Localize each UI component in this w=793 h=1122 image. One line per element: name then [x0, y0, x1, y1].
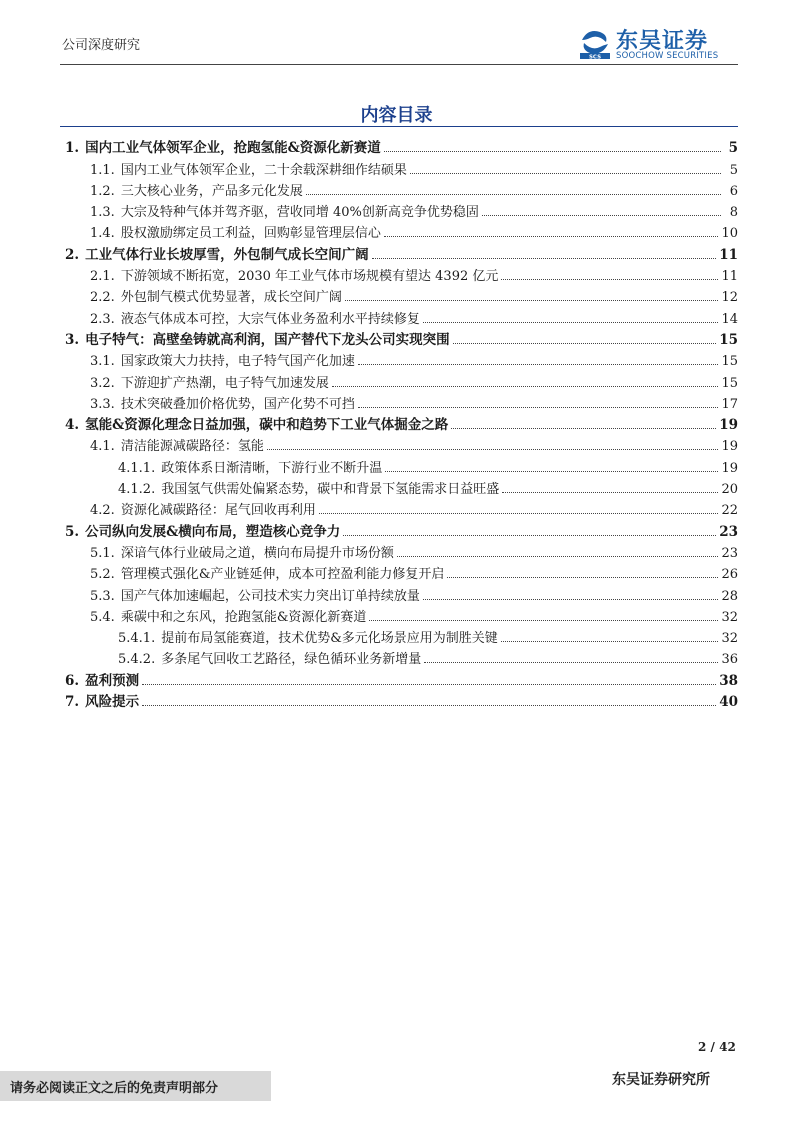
toc-entry-title: 风险提示 [85, 694, 140, 711]
toc-entry[interactable] [60, 369, 738, 390]
toc-dot-leader [384, 236, 719, 237]
toc-dot-leader [423, 322, 719, 323]
toc-dot-leader [267, 449, 719, 450]
toc-dot-leader [453, 343, 717, 344]
toc-dot-leader [397, 556, 719, 557]
toc-entry-number: 5.4.2. [118, 652, 156, 668]
toc-entry-number: 3.1. [90, 354, 115, 370]
toc-entry-number: 3.2. [90, 375, 115, 391]
toc-entry-number: 1.3. [90, 205, 115, 221]
toc-entry[interactable] [60, 263, 738, 284]
toc-entry-page: 32 [721, 609, 738, 625]
toc-entry[interactable] [60, 476, 738, 497]
toc-entry-page: 8 [729, 205, 738, 221]
toc-entry-title: 国家政策大力扶持，电子特气国产化加速 [120, 354, 355, 370]
toc-entry-page: 20 [721, 482, 738, 498]
institute-name: 东吴证券研究所 [612, 1072, 710, 1088]
header-section-label: 公司深度研究 [62, 38, 141, 53]
toc-dot-leader [385, 471, 718, 472]
toc-entry[interactable] [60, 540, 738, 561]
toc-entry[interactable] [60, 689, 738, 710]
toc-entry-page: 5 [729, 162, 738, 178]
toc-entry-page: 17 [721, 396, 738, 412]
toc-entry-title: 三大核心业务，产品多元化发展 [120, 183, 303, 199]
toc-dot-leader [482, 215, 721, 216]
toc-entry-page: 11 [719, 246, 738, 263]
toc-entry-number: 5.1. [90, 545, 115, 561]
toc-dot-leader [410, 173, 721, 174]
toc-dot-leader [345, 300, 719, 301]
toc-entry-number: 2. [65, 246, 80, 263]
toc-dot-leader [319, 513, 719, 514]
toc-entry-page: 6 [729, 183, 738, 199]
logo-chinese-name: 东吴证券 [616, 29, 709, 54]
toc-entry-title: 清洁能源减碳路径：氢能 [120, 439, 264, 455]
table-of-contents [60, 135, 738, 710]
disclaimer-text: 请务必阅读正文之后的免责声明部分 [10, 1081, 219, 1096]
toc-entry-title: 管理模式强化&产业链延伸，成本可控盈利能力修复开启 [120, 567, 445, 583]
toc-entry-page: 19 [721, 439, 738, 455]
toc-entry-number: 5.4. [90, 609, 115, 625]
toc-entry-title: 我国氢气供需处偏紧态势，碳中和背景下氢能需求日益旺盛 [161, 482, 500, 498]
toc-entry[interactable] [60, 327, 738, 348]
toc-entry-title: 下游迎扩产热潮，电子特气加速发展 [120, 375, 329, 391]
toc-entry[interactable] [60, 178, 738, 199]
toc-entry-page: 22 [721, 503, 738, 519]
toc-entry-title: 工业气体行业长坡厚雪，外包制气成长空间广阔 [85, 246, 369, 263]
toc-entry-page: 38 [719, 672, 738, 689]
toc-entry-number: 6. [65, 672, 80, 689]
toc-entry-number: 1.1. [90, 162, 115, 178]
toc-entry-number: 5.2. [90, 567, 115, 583]
toc-entry[interactable] [60, 454, 738, 475]
toc-title: 内容目录 [360, 105, 433, 126]
toc-entry-number: 5.3. [90, 588, 115, 604]
toc-entry-title: 多条尾气回收工艺路径，绿色循环业务新增量 [161, 652, 422, 668]
toc-dot-leader [372, 258, 717, 259]
toc-entry-title: 国内工业气体领军企业，抢跑氢能&资源化新赛道 [85, 140, 381, 157]
toc-entry-page: 26 [721, 567, 738, 583]
toc-entry-title: 公司纵向发展&横向布局，塑造核心竞争力 [85, 523, 341, 540]
toc-entry-number: 5.4.1. [118, 631, 156, 647]
toc-entry-page: 10 [721, 226, 738, 242]
toc-entry-title: 氢能&资源化理念日益加强，碳中和趋势下工业气体掘金之路 [85, 417, 449, 434]
toc-entry-title: 下游领域不断拓宽，2030 年工业气体市场规模有望达 4392 亿元 [120, 269, 499, 285]
toc-dot-leader [358, 364, 719, 365]
toc-entry-title: 电子特气：高壁垒铸就高利润，国产替代下龙头公司实现突围 [85, 331, 450, 348]
logo-english-name: SOOCHOW SECURITIES [616, 51, 719, 61]
toc-entry-title: 液态气体成本可控，大宗气体业务盈利水平持续修复 [120, 311, 420, 327]
toc-entry-page: 11 [721, 269, 738, 285]
toc-entry-title: 技术突破叠加价格优势，国产化势不可挡 [120, 396, 355, 412]
toc-dot-leader [384, 151, 721, 152]
toc-entry[interactable] [60, 646, 738, 667]
toc-entry-page: 12 [721, 290, 738, 306]
toc-entry-page: 40 [719, 694, 738, 711]
toc-entry[interactable] [60, 284, 738, 305]
toc-entry[interactable] [60, 241, 738, 262]
toc-entry[interactable] [60, 348, 738, 369]
toc-entry[interactable] [60, 391, 738, 412]
toc-dot-leader [369, 620, 718, 621]
toc-entry[interactable] [60, 518, 738, 539]
toc-dot-leader [501, 641, 719, 642]
toc-entry-page: 23 [719, 523, 738, 540]
toc-entry-title: 乘碳中和之东风，抢跑氢能&资源化新赛道 [120, 609, 367, 625]
toc-dot-leader [343, 535, 716, 536]
toc-entry-number: 4.1.1. [118, 460, 156, 476]
toc-entry-title: 国产气体加速崛起，公司技术实力突出订单持续放量 [120, 588, 420, 604]
toc-entry-title: 政策体系日渐清晰，下游行业不断升温 [161, 460, 383, 476]
toc-dot-leader [142, 684, 716, 685]
disclaimer-box [0, 1071, 271, 1101]
toc-entry-page: 5 [728, 140, 738, 157]
toc-entry[interactable] [60, 412, 738, 433]
toc-entry-page: 28 [721, 588, 738, 604]
toc-entry-page: 23 [721, 545, 738, 561]
toc-entry-page: 14 [721, 311, 738, 327]
brand-logo [578, 24, 738, 64]
toc-entry-number: 1.4. [90, 226, 115, 242]
toc-dot-leader [142, 705, 716, 706]
toc-entry-title: 外包制气模式优势显著，成长空间广阔 [120, 290, 342, 306]
toc-entry-page: 15 [721, 375, 738, 391]
toc-dot-leader [501, 279, 718, 280]
toc-dot-leader [306, 194, 721, 195]
toc-entry[interactable] [60, 135, 738, 156]
page-number: 2 / 42 [698, 1040, 736, 1054]
toc-entry-number: 2.2. [90, 290, 115, 306]
toc-dot-leader [423, 599, 719, 600]
toc-entry-number: 4.1.2. [118, 482, 156, 498]
toc-dot-leader [451, 428, 716, 429]
toc-entry-page: 15 [721, 354, 738, 370]
toc-entry-title: 股权激励绑定员工利益，回购彰显管理层信心 [120, 226, 381, 242]
toc-entry-title: 资源化减碳路径：尾气回收再利用 [120, 503, 316, 519]
logo-mark-text: SCS [588, 54, 602, 60]
toc-entry-page: 15 [719, 331, 738, 348]
toc-entry-number: 2.3. [90, 311, 115, 327]
toc-dot-leader [358, 407, 719, 408]
soochow-logo-icon [578, 26, 612, 60]
toc-entry-page: 32 [721, 631, 738, 647]
toc-entry[interactable] [60, 305, 738, 326]
toc-entry-number: 4. [65, 417, 80, 434]
toc-entry[interactable] [60, 561, 738, 582]
toc-entry-number: 2.1. [90, 269, 115, 285]
toc-entry[interactable] [60, 220, 738, 241]
toc-entry-title: 国内工业气体领军企业，二十余载深耕细作结硕果 [120, 162, 407, 178]
toc-entry[interactable] [60, 604, 738, 625]
toc-entry-title: 深谙气体行业破局之道，横向布局提升市场份额 [120, 545, 394, 561]
toc-title-divider [60, 126, 738, 127]
toc-dot-leader [424, 662, 718, 663]
toc-entry-number: 1. [65, 140, 80, 157]
toc-entry-title: 盈利预测 [85, 672, 140, 689]
header-divider [60, 64, 738, 65]
toc-entry[interactable] [60, 156, 738, 177]
toc-entry[interactable] [60, 667, 738, 688]
toc-entry-number: 1.2. [90, 183, 115, 199]
toc-entry-number: 5. [65, 523, 80, 540]
toc-entry-page: 19 [719, 417, 738, 434]
toc-entry[interactable] [60, 625, 738, 646]
toc-entry-page: 36 [721, 652, 738, 668]
toc-dot-leader [332, 386, 719, 387]
toc-entry-title: 大宗及特种气体并驾齐驱，营收同增 40%创新高竞争优势稳固 [120, 205, 479, 221]
toc-entry-number: 4.1. [90, 439, 115, 455]
toc-entry-title: 提前布局氢能赛道，技术优势&多元化场景应用为制胜关键 [161, 631, 498, 647]
toc-entry-page: 19 [721, 460, 738, 476]
toc-entry-number: 3.3. [90, 396, 115, 412]
toc-entry-number: 7. [65, 694, 80, 711]
toc-entry[interactable] [60, 582, 738, 603]
toc-entry[interactable] [60, 199, 738, 220]
toc-entry-number: 4.2. [90, 503, 115, 519]
toc-dot-leader [447, 577, 718, 578]
toc-entry[interactable] [60, 433, 738, 454]
toc-dot-leader [502, 492, 718, 493]
toc-entry-number: 3. [65, 331, 80, 348]
toc-entry[interactable] [60, 497, 738, 518]
